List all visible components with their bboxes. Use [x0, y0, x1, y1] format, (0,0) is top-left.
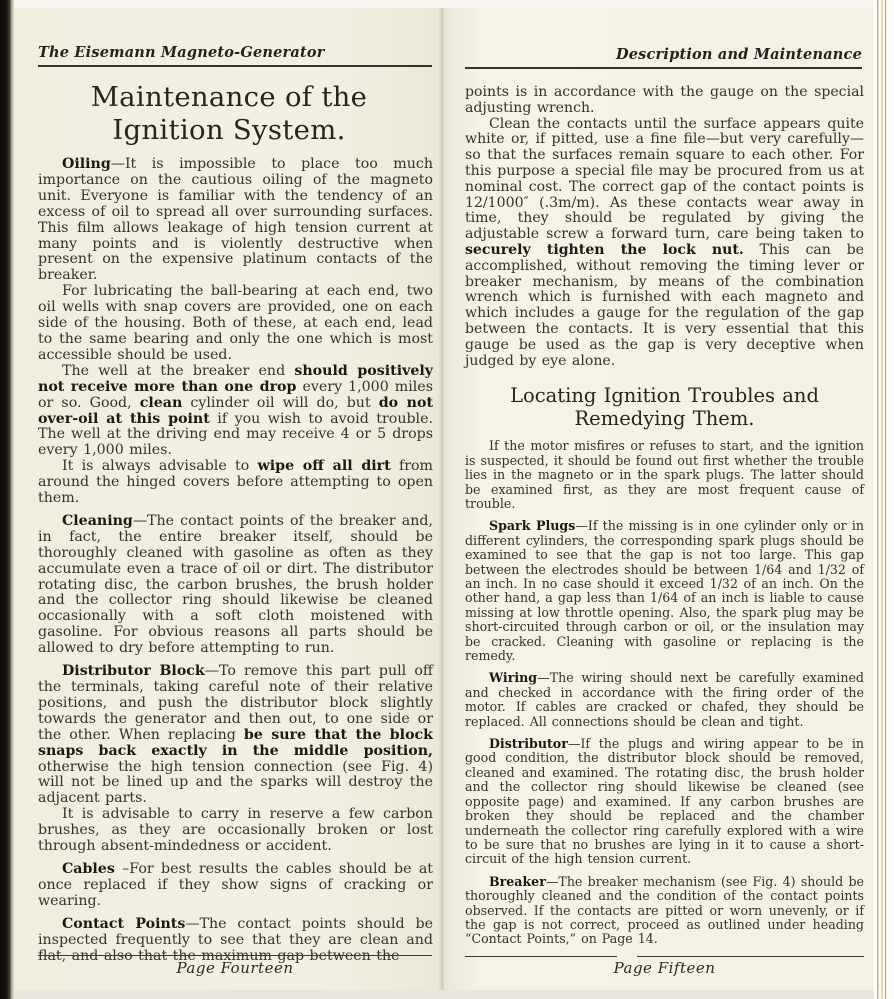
bold-text: wipe off all dirt	[257, 458, 391, 475]
right-page-bottom-section	[465, 439, 864, 946]
body-text: —The wiring should next be carefully examined and checked in accordance with the firing order of the motor. If cables are cracked or chafed, they should be replaced. All connections should be clean and tight.	[465, 670, 864, 729]
paragraph	[38, 157, 433, 284]
left-page-body	[38, 157, 433, 964]
section-subheading: Locating Ignition Troubles and Remedying Them.	[510, 384, 819, 431]
footer-rule-segment	[465, 956, 617, 957]
body-text: otherwise the high tension connection (see Fig. 4) will not be lined up and the sparks will destroy the adjacent parts.	[38, 758, 433, 807]
paragraph	[465, 875, 864, 947]
bold-text: Contact Points	[62, 915, 186, 932]
bold-text: Spark Plugs	[489, 518, 576, 534]
right-page-body	[465, 85, 864, 947]
bold-text: Cables	[62, 860, 115, 877]
paragraph	[38, 664, 433, 807]
page-title: Maintenance of the Ignition System.	[90, 81, 368, 146]
footer-rule-segment	[637, 956, 864, 957]
paragraph	[38, 284, 433, 364]
body-text: cylinder oil will do, but	[182, 394, 379, 411]
body-text: –For best results the cables should be at once replaced if they show signs of cracking or wearing.	[38, 860, 433, 909]
body-text: For lubricating the ball-bearing at each end, two oil wells with snap covers are provided, one on each side of the housing. Both of these, at each end, lead to the same bearing and only the one which is most accessible should be used.	[38, 283, 433, 363]
scan-bottom-strip	[14, 990, 874, 999]
footer-rule-left	[38, 955, 432, 956]
body-text: from around the hinged covers before attempting to open them.	[38, 458, 433, 507]
body-text: if you wish to avoid trouble. The well at the driving end may receive 4 or 5 drops every 1,000 miles.	[38, 410, 433, 459]
bold-text: should positively not receive more than one drop	[38, 362, 433, 395]
bold-text: Breaker	[489, 873, 546, 889]
body-text: —The contact points of the breaker and, in fact, the entire breaker itself, should be thoroughly cleaned with gasoline as often as they accumulate even a trace of oil or dirt. The distributor rotating disc, the carbon brushes, the brush holder and the collector ring should likewise be cleaned occasionally with a soft cloth moistened with gasoline. For obvious reasons all parts should be allowed to dry before attempting to run.	[38, 512, 433, 657]
scan-top-strip	[14, 0, 874, 8]
body-text: It is always advisable to	[62, 458, 258, 475]
right-page-footer	[465, 956, 864, 977]
paragraph	[38, 862, 433, 910]
body-text: —It is impossible to place too much importance on the cautious oiling of the magneto unit. Everyone is familiar with the tendency of an excess of oil to spread all over surrounding surfaces. This film allows leakage of high tension current at many points and is violently destructive when present on the expensive platinum contacts of the breaker.	[38, 156, 433, 284]
bold-text: clean	[139, 394, 183, 411]
page-number-right: Page Fifteen	[613, 959, 716, 977]
paragraph	[465, 439, 864, 511]
bold-text: securely tighten the lock nut.	[465, 241, 744, 258]
body-text: —If the plugs and wiring appear to be in good condition, the distributor block should be removed, cleaned and examined. The rotating disc, the brush holder and the collector ring should likewise be cleaned (see opposite page) and examined. If any carbon brushes are broken they should be replaced and the chamber underneath the collector ring carefully explored with a wire to be sure that no brushes are lying in it to cause a short-circuit of the high tension current.	[465, 736, 864, 867]
running-header-left-text: The Eisemann Magneto-Generator	[38, 44, 325, 61]
bold-text: Distributor Block	[62, 663, 205, 680]
body-text: If the motor misfires or refuses to start, and the ignition is suspected, it should be found out first whether the trouble lies in the magneto or in the spark plugs. The latter should be examined first, as they are most frequent cause of trouble.	[465, 438, 864, 511]
body-text: —The breaker mechanism (see Fig. 4) should be thoroughly cleaned and the condition of the contact points observed. If the contacts are pitted or worn unevenly, or if the gap is not correct, proceed as outlined under heading “Contact Points,” on Page 14.	[465, 873, 864, 947]
paragraph	[465, 519, 864, 663]
body-text: —If the missing is in one cylinder only or in different cylinders, the corresponding spark plugs should be examined to see that the gap is not too large. This gap between the electrodes should be between 1/64 and 1/32 of an inch. In no case should it exceed 1/32 of an inch. On the other hand, a gap less than 1/64 of an inch is liable to cause missing at low throttle opening. Also, the spark plug may be short-circuited through carbon or oil, or the insulation may be cracked. Cleaning with gasoline or replacing is the remedy.	[465, 518, 864, 664]
body-text: This can be accomplished, without removing the timing lever or breaker mechanism, by means of the combination wrench which is furnished with each magneto and which includes a gauge for the regulation of the gap between the contacts. It is very essential that this gauge be used as the gap is very deceptive when judged by eye alone.	[465, 241, 864, 369]
page-fifteen	[444, 8, 874, 990]
paragraph	[38, 364, 433, 459]
paragraph	[38, 459, 433, 507]
page-number-left: Page Fourteen	[176, 959, 294, 977]
bold-text: Wiring	[489, 670, 538, 686]
stacked-page-edges	[874, 0, 894, 999]
bold-text: be sure that the block snaps back exactly in the middle position,	[38, 726, 434, 759]
left-page-footer	[38, 955, 432, 977]
body-text: every 1,000 miles or so. Good,	[38, 378, 433, 411]
right-page-top-section	[465, 85, 864, 369]
body-text: It is advisable to carry in reserve a few carbon brushes, as they are occasionally broken or lost through absent-mindedness or accident.	[38, 806, 433, 855]
paragraph	[465, 737, 864, 867]
body-text: Clean the contacts until the surface appears quite white or, if pitted, use a fine file—but very carefully—so that the surfaces remain square to each other. For this purpose a special file may be procured from us at nominal cost. The correct gap of the contact points is 12/1000″ (.3m/m). As these contacts wear away in time, they should be regulated by giving the adjustable screw a forward turn, care being taken to	[465, 115, 864, 243]
paragraph	[465, 85, 864, 117]
running-header-right-text: Description and Maintenance	[615, 46, 862, 63]
body-text: points is in accordance with the gauge on the special adjusting wrench.	[465, 84, 864, 116]
body-text: The well at the breaker end	[62, 362, 295, 379]
bold-text: Distributor	[489, 736, 568, 752]
running-header-left	[38, 44, 432, 67]
book-cover-edge	[0, 0, 14, 999]
running-header-right	[465, 46, 862, 69]
body-text: —The contact points should be inspected frequently to see that they are clean and flat, and also that the maximum gap between the	[38, 915, 433, 964]
page-fourteen	[14, 8, 444, 990]
body-text: —To remove this part pull off the terminals, taking careful note of their relative positions, and push the distributor block slightly towards the generator and then out, to one side or the other. When replacing	[38, 663, 433, 743]
bold-text: Cleaning	[62, 512, 133, 529]
bold-text: do not over-oil at this point	[38, 394, 433, 427]
paragraph	[465, 117, 864, 370]
paragraph	[38, 514, 433, 657]
bold-text: Oiling	[62, 156, 111, 172]
paragraph	[465, 671, 864, 729]
paragraph	[38, 807, 433, 855]
